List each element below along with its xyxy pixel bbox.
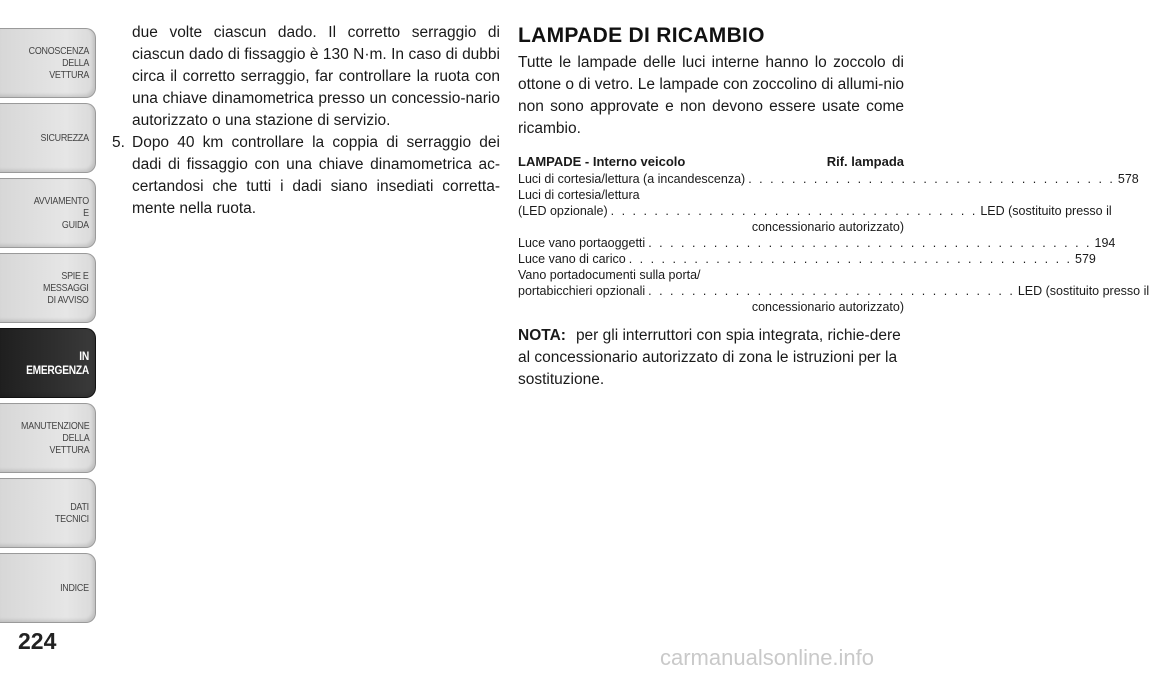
header-ref: Rif. lampada <box>826 154 904 169</box>
row-ref: LED (sostituito presso il <box>980 204 1112 218</box>
row-ref: LED (sostituito presso il <box>1017 284 1149 298</box>
note-text: per gli interruttori con spia integrata, richie-dere al concessionario autorizzato di zona le istruzioni per la sostituzione. <box>518 327 901 388</box>
section-title: LAMPADE DI RICAMBIO <box>518 24 765 47</box>
page-number: 224 <box>18 628 57 654</box>
table-row <box>518 251 1096 267</box>
tab-indice[interactable] <box>0 553 96 623</box>
row-ref: 578 <box>1117 172 1139 186</box>
tab-label: MANUTENZIONE DELLA VETTURA <box>20 420 89 456</box>
note-label: NOTA: <box>518 327 566 344</box>
table-row: Luci di cortesia/lettura <box>518 188 640 202</box>
bulb-table <box>518 154 1149 315</box>
table-row <box>518 235 1116 251</box>
continuation-paragraph: due volte ciascun dado. Il corretto serraggio di ciascun dado di fissaggio è 130 N·m. In caso di dubbi circa il corretto serraggio, far controllare la ruota con una chiave dinamometrica presso un concessio-nario autorizzato o una stazione di servizio. <box>132 24 500 129</box>
step-number: 5. <box>112 134 125 151</box>
tab-label: DATI TECNICI <box>55 501 89 525</box>
left-column <box>112 22 500 220</box>
tab-label: INDICE <box>60 582 89 594</box>
row-label: (LED opzionale) <box>518 204 608 218</box>
row-ref: 194 <box>1094 236 1116 250</box>
tab-dati-tecnici[interactable] <box>0 478 96 548</box>
intro-paragraph: Tutte le lampade delle luci interne hanno lo zoccolo di ottone o di vetro. Le lampade con zoccolino di allumi-nio non sono approvate e non devono essere usate come ricambio. <box>518 54 905 137</box>
header-lamps: LAMPADE - Interno veicolo <box>518 154 686 169</box>
tab-sicurezza[interactable] <box>0 103 96 173</box>
tab-label: AVVIAMENTO E GUIDA <box>33 195 89 231</box>
tab-avviamento-e-guida[interactable] <box>0 178 96 248</box>
right-column <box>518 22 1149 391</box>
row-label: Luce vano di carico <box>518 252 626 266</box>
tab-label: SICUREZZA <box>40 132 89 144</box>
table-row: Vano portadocumenti sulla porta/ <box>518 268 701 282</box>
leader-dots: . . . . . . . . . . . . . . . . . . . . . . . . . . . . . . . . . . <box>748 172 1115 186</box>
tab-in-emergenza[interactable] <box>0 328 96 398</box>
table-row <box>518 171 1139 187</box>
table-row <box>518 203 1112 219</box>
step-text: Dopo 40 km controllare la coppia di serraggio dei dadi di fissaggio con una chiave dinamometrica ac-certandosi che tutti i dadi siano insediati corretta-mente nella ruota. <box>132 134 500 217</box>
table-header <box>518 154 904 170</box>
table-row <box>518 283 1149 299</box>
row-label: portabicchieri opzionali <box>518 284 646 298</box>
leader-dots: . . . . . . . . . . . . . . . . . . . . . . . . . . . . . . . . . . <box>648 284 1015 298</box>
tab-label: SPIE E MESSAGGI DI AVVISO <box>43 270 89 306</box>
tab-conoscenza-della-vettura[interactable] <box>0 28 96 98</box>
row-label: Luce vano portaoggetti <box>518 236 646 250</box>
row-ref: 579 <box>1075 252 1096 266</box>
watermark: carmanualsonline.info <box>660 645 875 670</box>
leader-dots: . . . . . . . . . . . . . . . . . . . . . . . . . . . . . . . . . . . . . . . . . <box>628 252 1073 266</box>
leader-dots: . . . . . . . . . . . . . . . . . . . . . . . . . . . . . . . . . . <box>610 204 978 218</box>
tab-manutenzione-della-vettura[interactable] <box>0 403 96 473</box>
note <box>518 325 904 391</box>
row-ref-continuation: concessionario autorizzato) <box>751 220 904 234</box>
row-ref-continuation: concessionario autorizzato) <box>751 300 904 314</box>
step-5 <box>112 132 500 220</box>
tab-label: CONOSCENZA DELLA VETTURA <box>28 45 89 81</box>
tab-label: IN EMERGENZA <box>26 349 89 377</box>
row-label: Luci di cortesia/lettura (a incandescenza) <box>518 172 746 186</box>
leader-dots: . . . . . . . . . . . . . . . . . . . . . . . . . . . . . . . . . . . . . . . . . <box>648 236 1092 250</box>
tab-spie-e-messaggi[interactable] <box>0 253 96 323</box>
